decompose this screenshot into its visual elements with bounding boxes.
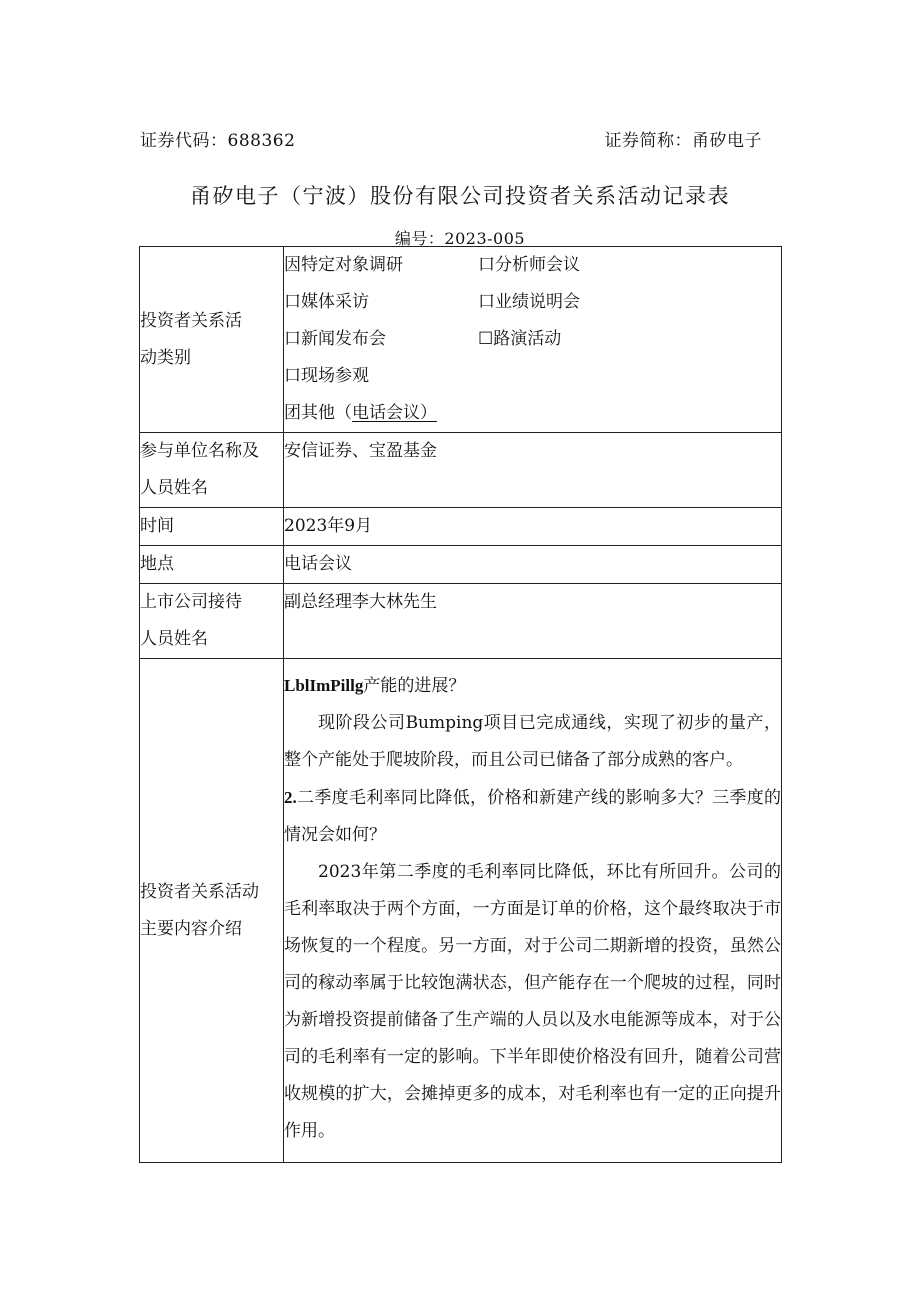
- table-row-content: [140, 659, 782, 1163]
- table-row-place: [140, 546, 782, 584]
- answer-1: 现阶段公司Bumping项目已完成通线，实现了初步的量产，整个产能处于爬坡阶段，而且公司已储备了部分成熟的客户。: [284, 713, 781, 770]
- table-row-participants: [140, 433, 782, 508]
- document-title: 甬矽电子（宁波）股份有限公司投资者关系活动记录表: [190, 184, 730, 208]
- content-label-line1: 投资者关系活动: [140, 881, 259, 902]
- table-row-reception: [140, 584, 782, 659]
- reception-label-line2: 人员姓名: [140, 629, 208, 649]
- option-press-conference: 口新闻发布会: [284, 329, 386, 349]
- place-value: 电话会议: [284, 546, 782, 584]
- activity-type-label: [140, 247, 284, 433]
- activity-type-label-line1: 投资者关系活: [140, 310, 242, 331]
- option-media-interview: 口媒体采访: [284, 292, 369, 312]
- security-name: 证券简称：甬矽电子: [604, 131, 762, 151]
- option-other-prefix: 团其他（: [284, 403, 352, 423]
- document-number: 编号：2023-005: [394, 229, 526, 248]
- time-value: 2023年9月: [284, 508, 782, 546]
- question-1-prefix: LblImPillg: [284, 676, 364, 695]
- content-label-line2: 主要内容介绍: [140, 918, 242, 939]
- security-code: 证券代码：688362: [140, 131, 296, 151]
- content-value: [284, 659, 782, 1163]
- content-label: [140, 659, 284, 1163]
- participants-label: [140, 433, 284, 508]
- place-label: 地点: [140, 546, 284, 584]
- reception-label: [140, 584, 284, 659]
- answer-2: 2023年第二季度的毛利率同比降低，环比有所回升。公司的毛利率取决于两个方面，一方面是订单的价格，这个最终取决于市场恢复的一个程度。另一方面，对于公司二期新增的投资，虽然公司的稼动率属于比较饱满状态，但产能存在一个爬坡的过程，同时为新增投资提前储备了生产端的人员以及水电能源等成本，对于公司的毛利率有一定的影响。下半年即使价格没有回升，随着公司营收规模的扩大，会摊掉更多的成本，对毛利率也有一定的正向提升作用。: [284, 862, 781, 1141]
- activity-type-label-line2: 动类别: [140, 347, 191, 368]
- table-row-time: [140, 508, 782, 546]
- investor-relations-table: [139, 246, 782, 1163]
- question-2-text: 二季度毛利率同比降低，价格和新建产线的影响多大？三季度的情况会如何？: [284, 788, 781, 845]
- option-other-detail: 电话会议）: [352, 403, 437, 423]
- option-site-visit: 口现场参观: [284, 366, 369, 386]
- reception-label-line1: 上市公司接待: [140, 592, 242, 612]
- option-roadshow: ☐路演活动: [478, 329, 562, 349]
- option-earnings-briefing: 口业绩说明会: [478, 292, 580, 312]
- time-label: 时间: [140, 508, 284, 546]
- option-analyst-meeting: 口分析师会议: [478, 255, 580, 275]
- activity-type-options: [284, 247, 782, 433]
- question-2: [284, 779, 781, 854]
- table-row-activity-type: [140, 247, 782, 433]
- reception-value: 副总经理李大林先生: [284, 584, 782, 659]
- participants-label-line1: 参与单位名称及: [140, 441, 259, 461]
- participants-label-line2: 人员姓名: [140, 478, 208, 498]
- option-specific-research: 因特定对象调研: [284, 255, 403, 275]
- participants-value: 安信证券、宝盈基金: [284, 433, 782, 508]
- question-2-prefix: 2.: [284, 788, 297, 807]
- option-other: [284, 395, 781, 432]
- question-1-text: 产能的进展？: [363, 676, 466, 696]
- question-1: [284, 667, 781, 705]
